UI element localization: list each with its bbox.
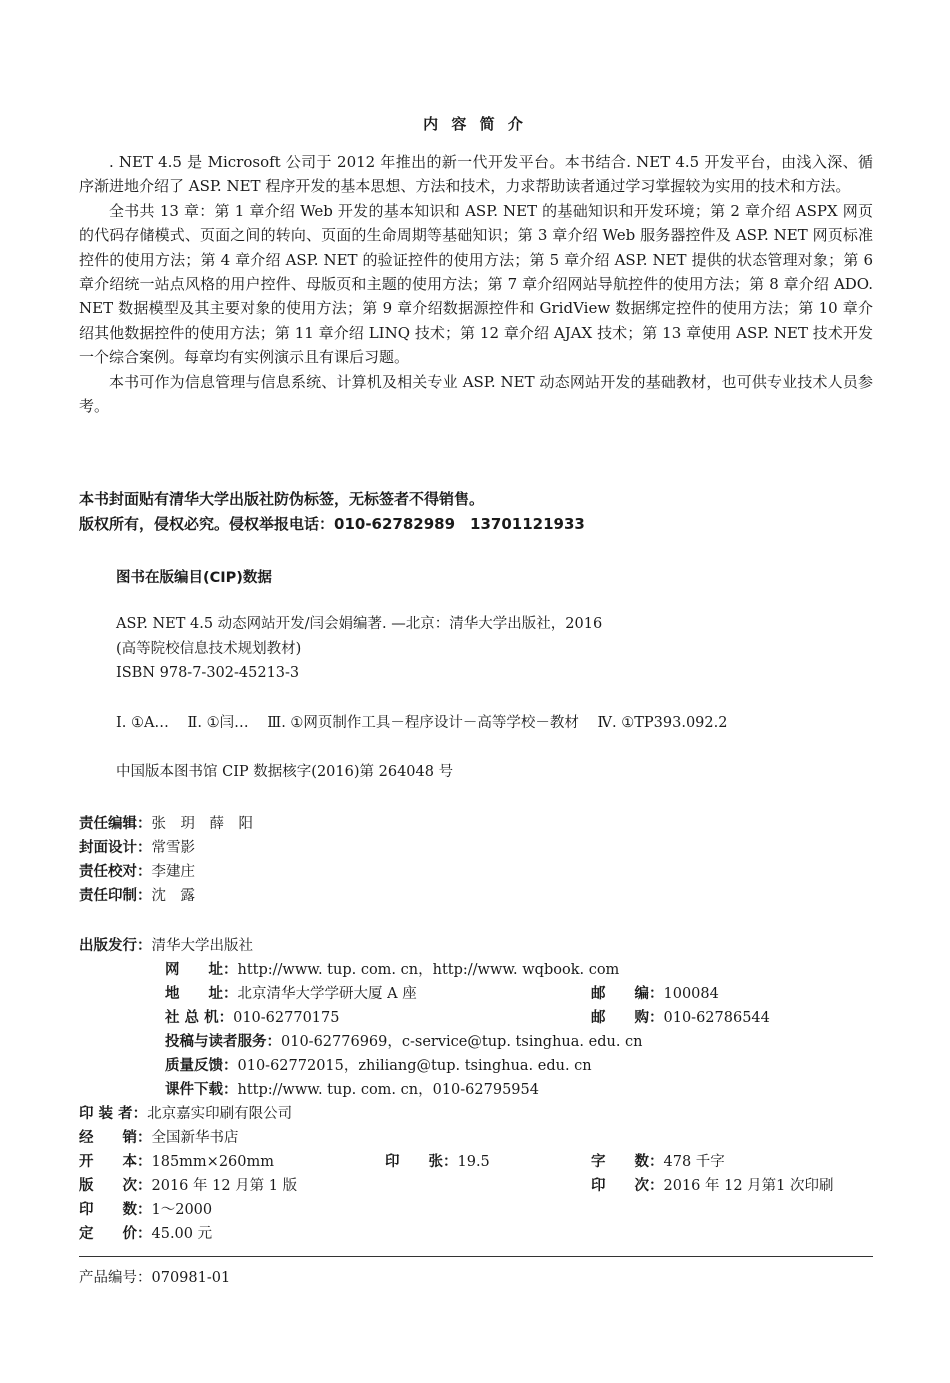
field-label: 版 次： (79, 1178, 152, 1194)
publisher-download (165, 1078, 539, 1099)
page-title: 内 容 简 介 (423, 115, 527, 133)
staff-cover (79, 836, 195, 857)
field-label: 责任编辑： (79, 816, 152, 832)
product-code: 产品编号：070981-01 (79, 1270, 231, 1286)
abstract (79, 150, 873, 418)
rights-notice: 版权所有，侵权必究。侵权举报电话：010-62782989 13701121933 (79, 514, 585, 533)
field-label: 课件下载： (165, 1082, 238, 1098)
classification-item: Ⅱ. ①闫… (187, 715, 249, 731)
cip-record (116, 612, 602, 686)
format (79, 1150, 274, 1171)
field-label: 印 数： (79, 1202, 152, 1218)
field-label: 邮 编： (591, 986, 664, 1002)
field-value: 张 玥 薛 阳 (151, 816, 253, 832)
divider (79, 1256, 873, 1257)
copyright-notice (79, 487, 585, 536)
publisher-website (165, 958, 619, 979)
field-label: 邮 购： (591, 1010, 664, 1026)
publisher-mail-order (591, 1006, 770, 1027)
abstract-paragraph: . NET 4.5 是 Microsoft 公司于 2012 年推出的新一代开发平台。本书结合. NET 4.5 开发平台，由浅入深、循序渐进地介绍了 ASP. NET 程序开发的基本思想、方法和技术，力求帮助读者通过学习掌握较为实用的技术和方法。 (79, 153, 873, 196)
field-value: 010-62776969，c-service@tup. tsinghua. edu. cn (281, 1034, 643, 1050)
field-value: 010-62786544 (663, 1010, 770, 1026)
field-label: 出版发行： (79, 938, 152, 954)
publisher (79, 934, 253, 955)
field-label: 定 价： (79, 1226, 152, 1242)
field-value: 北京清华大学学研大厦 A 座 (237, 986, 417, 1002)
publisher-feedback (165, 1054, 592, 1075)
field-value: 478 千字 (663, 1154, 725, 1170)
field-value: 清华大学出版社 (151, 938, 253, 954)
printer (79, 1102, 292, 1123)
classification-item: Ⅳ. ①TP393.092.2 (597, 715, 728, 731)
field-label: 字 数： (591, 1154, 664, 1170)
field-value: 1～2000 (151, 1202, 213, 1218)
field-value: 2016 年 12 月第 1 版 (151, 1178, 298, 1194)
field-label: 网 址： (165, 962, 238, 978)
print-sheets (385, 1150, 490, 1171)
cip-classification (116, 711, 741, 732)
field-value: 010-62770175 (233, 1010, 340, 1026)
publisher-postcode (591, 982, 719, 1003)
print-quantity (79, 1198, 212, 1219)
cip-series: (高等院校信息技术规划教材) (116, 640, 302, 657)
field-label: 印 装 者： (79, 1106, 148, 1122)
cip-isbn: ISBN 978-7-302-45213-3 (116, 665, 300, 681)
impression (591, 1174, 834, 1195)
classification-item: Ⅲ. ①网页制作工具－程序设计－高等学校－教材 (267, 715, 579, 731)
field-label: 经 销： (79, 1130, 152, 1146)
price (79, 1222, 212, 1243)
publisher-address (165, 982, 417, 1003)
staff-editor (79, 812, 253, 833)
abstract-paragraph: 本书可作为信息管理与信息系统、计算机及相关专业 ASP. NET 动态网站开发的基础教材，也可供专业技术人员参考。 (79, 372, 873, 416)
field-value: http://www. tup. com. cn，010-62795954 (237, 1082, 539, 1098)
cip-verify: 中国版本图书馆 CIP 数据核字(2016)第 264048 号 (116, 764, 454, 780)
field-value: 010-62772015，zhiliang@tup. tsinghua. edu. cn (237, 1058, 592, 1074)
field-value: 2016 年 12 月第1 次印刷 (663, 1178, 834, 1194)
field-value: 北京嘉实印刷有限公司 (147, 1106, 293, 1122)
field-value: 全国新华书店 (151, 1130, 239, 1146)
publisher-service (165, 1030, 643, 1051)
field-label: 社 总 机： (165, 1010, 234, 1026)
field-label: 责任校对： (79, 864, 152, 880)
field-label: 责任印制： (79, 888, 152, 904)
abstract-paragraph: 全书共 13 章：第 1 章介绍 Web 开发的基本知识和 ASP. NET 的基础知识和开发环境；第 2 章介绍 ASPX 网页的代码存储模式、页面之间的转向、页面的生命周期等基础知识；第 3 章介绍 Web 服务器控件及 ASP. NET 网页标准控件的使用方法；第 4 章介绍 ASP. NET 的验证控件的使用方法；第 5 章介绍 ASP. NET 提供的状态管理对象；第 6 章介绍统一站点风格的用户控件、母版页和主题的使用方法；第 7 章介绍网站导航控件的使用方法；第 8 章介绍 ADO. NET 数据模型及其主要对象的使用方法；第 9 章介绍数据源控件和 GridView 数据绑定控件的使用方法；第 10 章介绍其他数据控件的使用方法；第 11 章介绍 LINQ 技术；第 12 章介绍 AJAX 技术；第 13 章使用 ASP. NET 技术开发一个综合案例。每章均有实例演示且有课后习题。 (79, 201, 873, 367)
edition (79, 1174, 297, 1195)
field-label: 开 本： (79, 1154, 152, 1170)
staff-proof (79, 860, 195, 881)
field-value: 李建庄 (151, 864, 195, 880)
field-value: 常雪影 (151, 840, 195, 856)
distributor (79, 1126, 239, 1147)
field-value: 100084 (663, 986, 719, 1002)
field-value: 沈 露 (151, 888, 195, 904)
field-value: 185mm×260mm (151, 1154, 274, 1170)
field-value: 45.00 元 (151, 1226, 213, 1242)
cip-line: ASP. NET 4.5 动态网站开发/闫会娟编著. —北京：清华大学出版社，2016 (116, 616, 603, 632)
field-label: 地 址： (165, 986, 238, 1002)
field-value: 19.5 (457, 1154, 490, 1170)
cip-title: 图书在版编目(CIP)数据 (116, 570, 272, 586)
staff-print (79, 884, 195, 905)
field-label: 质量反馈： (165, 1058, 238, 1074)
field-label: 印 张： (385, 1154, 458, 1170)
anti-counterfeit-notice: 本书封面贴有清华大学出版社防伪标签，无标签者不得销售。 (79, 490, 485, 508)
field-label: 投稿与读者服务： (165, 1034, 281, 1050)
publisher-phone (165, 1006, 340, 1027)
classification-item: Ⅰ. ①A… (116, 715, 169, 731)
field-label: 封面设计： (79, 840, 152, 856)
word-count (591, 1150, 725, 1171)
field-value: http://www. tup. com. cn，http://www. wqbook. com (237, 962, 620, 978)
field-label: 印 次： (591, 1178, 664, 1194)
